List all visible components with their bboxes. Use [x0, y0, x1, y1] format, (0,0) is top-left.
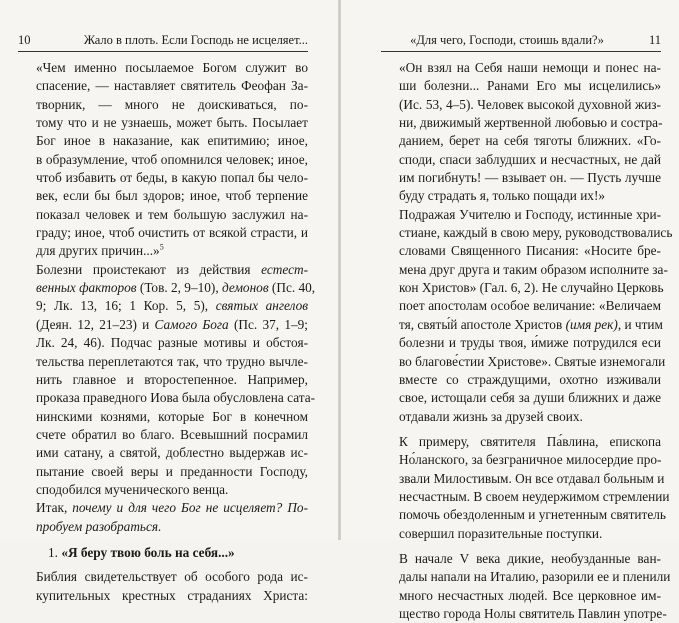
text-line: (Ис. 53, 4–5). Человек высокой духовной жиз-	[399, 96, 661, 112]
text-line: ши болезни... Ранами Его мы исцелились»	[399, 78, 661, 94]
page-number: 10	[18, 33, 31, 47]
text-line: граду; иное, чтоб очистить от всякой страсти, и	[36, 225, 308, 241]
text-line: данием, берет на себя тяготы ближних. «Го-	[399, 133, 661, 149]
text-line: В начале V века дикие, необузданные ван-	[399, 550, 661, 566]
text-line: вместе со страждущими, охотно изживали	[399, 371, 661, 387]
text-line: совершил поразительные поступки.	[399, 525, 603, 541]
text-line: для других причин...»$^5$	[36, 243, 164, 259]
text-line: им погибнуть! — взывает он. — Пусть лучше	[399, 170, 661, 186]
text-line: Болезни проистекают из действия естест-	[36, 261, 308, 277]
text-line: пробуем разобраться.	[36, 518, 162, 534]
page-number: 11	[648, 33, 661, 47]
text-line: творник, — много не доискиваться, по-	[36, 96, 308, 112]
text-line: мена друг друга и таким образом исполните за-	[399, 261, 668, 277]
paragraph	[381, 550, 671, 623]
text-line: счете обратил во благо. Всевышний посрамил	[36, 426, 308, 442]
text-line: буду страдать я, только пощади их!»	[399, 188, 606, 204]
paragraph	[381, 206, 673, 426]
text-line: кон Христов» (Гал. 6, 2). Не случайно Церковь	[399, 280, 664, 296]
text-line: купительных крестных страданиях Христа:	[36, 587, 308, 603]
text-line: словами Священного Писания: «Носите бре-	[399, 243, 661, 259]
paragraph	[381, 433, 670, 543]
paragraph	[381, 59, 661, 206]
footnote-marker: 5	[159, 243, 164, 253]
text-line: показал человек и тем большую заслужил на-	[36, 206, 308, 222]
text-line: много несчастных людей. Все церковное им-	[399, 587, 661, 603]
left-page	[0, 0, 338, 603]
running-title: Жало в плоть. Если Господь не исцеляет...	[83, 33, 308, 47]
paragraph	[18, 59, 308, 261]
text-line: чтоб избавить от беды, в какую попал бы чело-	[36, 170, 308, 186]
section-number: 1.	[48, 544, 58, 560]
running-title: «Для чего, Господи, стоишь вдали?»	[410, 33, 604, 47]
text-line: тя, святы́й апостоле Христов (имя рек), и чтим	[399, 316, 663, 332]
text-line: Библия свидетельствует об особого рода ис-	[36, 569, 308, 585]
text-line: Бог иное в наказание, как епитимию; иное,	[36, 133, 308, 149]
section-heading	[18, 544, 308, 562]
text-line: «Он взял на Себя наши немощи и понес на-	[399, 60, 661, 75]
text-line: споди, спаси заблудших и несчастных, не дай	[399, 151, 661, 167]
text-line: тому что и не узнаешь, может быть. Посылает	[36, 115, 308, 131]
text-line: ни, движимый жертвенной любовью и сострa-	[399, 115, 663, 131]
text-line: болезни и труды твоя, и́миже потрудился еси	[399, 335, 661, 351]
text-line: во благове́стии Христове». Святые изнемогали	[399, 353, 666, 369]
paragraph	[18, 261, 316, 499]
text-line: свое, истощали себя за души ближних и даже	[399, 390, 661, 406]
right-page	[341, 0, 679, 621]
right-page-header	[381, 30, 661, 50]
header-rule	[18, 51, 308, 52]
text-line: (Деян. 12, 21–23) и Самого Бога (Пс. 37, 1–9;	[36, 316, 308, 332]
text-line: щество города Нолы святитель Павлин употре-	[399, 605, 667, 621]
text-line: нинскими кознями, которые Бог в конечном	[36, 408, 308, 424]
text-line: «Чем именно посылаемое Богом служит во	[36, 60, 308, 75]
left-page-header	[18, 30, 308, 50]
text-line: Итак, почему и для чего Бог не исцеляет? По-	[36, 500, 308, 516]
text-line: сподобился мученического венца.	[36, 481, 229, 497]
text-line: Но́ланского, за безграничное милосердие про-	[399, 452, 662, 468]
paragraph	[18, 568, 308, 605]
text-line: нить главное и второстепенное. Например,	[36, 371, 308, 387]
right-page-body	[381, 59, 673, 623]
left-page-body	[18, 59, 316, 605]
text-line: ими сатану, а святой, доблестно выдержав ис-	[36, 445, 308, 461]
text-line: поет апостолам особое величание: «Величаем	[399, 298, 661, 314]
text-line: 9; Лк. 13, 16; 1 Кор. 5, 5), святых ангелов	[36, 298, 308, 314]
text-line: отдавали жизнь за друзей своих.	[399, 408, 583, 424]
paragraph	[18, 499, 308, 536]
text-line: проказа праведного Иова была обусловлена сата-	[36, 390, 316, 406]
text-line: тельства переплетаются так, что трудно вычле-	[36, 353, 308, 369]
text-line: далы напали на Италию, разорили ее и пленили	[399, 569, 671, 585]
text-line: в образумление, чтоб опомнился человек; иное,	[36, 151, 308, 167]
text-line: спасение, — наставляет святитель Феофан За-	[36, 78, 308, 94]
text-line: век, если бы был здоров; иное, чтоб терпение	[36, 188, 308, 204]
text-line: венных факторов (Тов. 2, 9–10), демонов (Пс. 40,	[36, 280, 316, 296]
text-line: звали Милостивым. Он все отдавал больным и	[399, 470, 665, 486]
header-rule	[381, 51, 661, 52]
text-line: стиане, каждый в свою меру, руководствовались	[399, 225, 673, 241]
section-title: «Я беру твою боль на себя...»	[61, 544, 235, 560]
text-line: Подражая Учителю и Господу, истинные хри-	[399, 206, 661, 222]
text-line: Лк. 24, 46). Подчас разные мотивы и обстоя-	[36, 335, 308, 351]
text-line: пытание своей веры и преданности Господу,	[36, 463, 308, 479]
text-line: К примеру, святителя Па́влина, епископа	[399, 433, 661, 449]
text-line: помочь обездоленным и угнетенным святитель	[399, 507, 666, 523]
text-line: несчастным. В своем неудержимом стремлении	[399, 488, 670, 504]
